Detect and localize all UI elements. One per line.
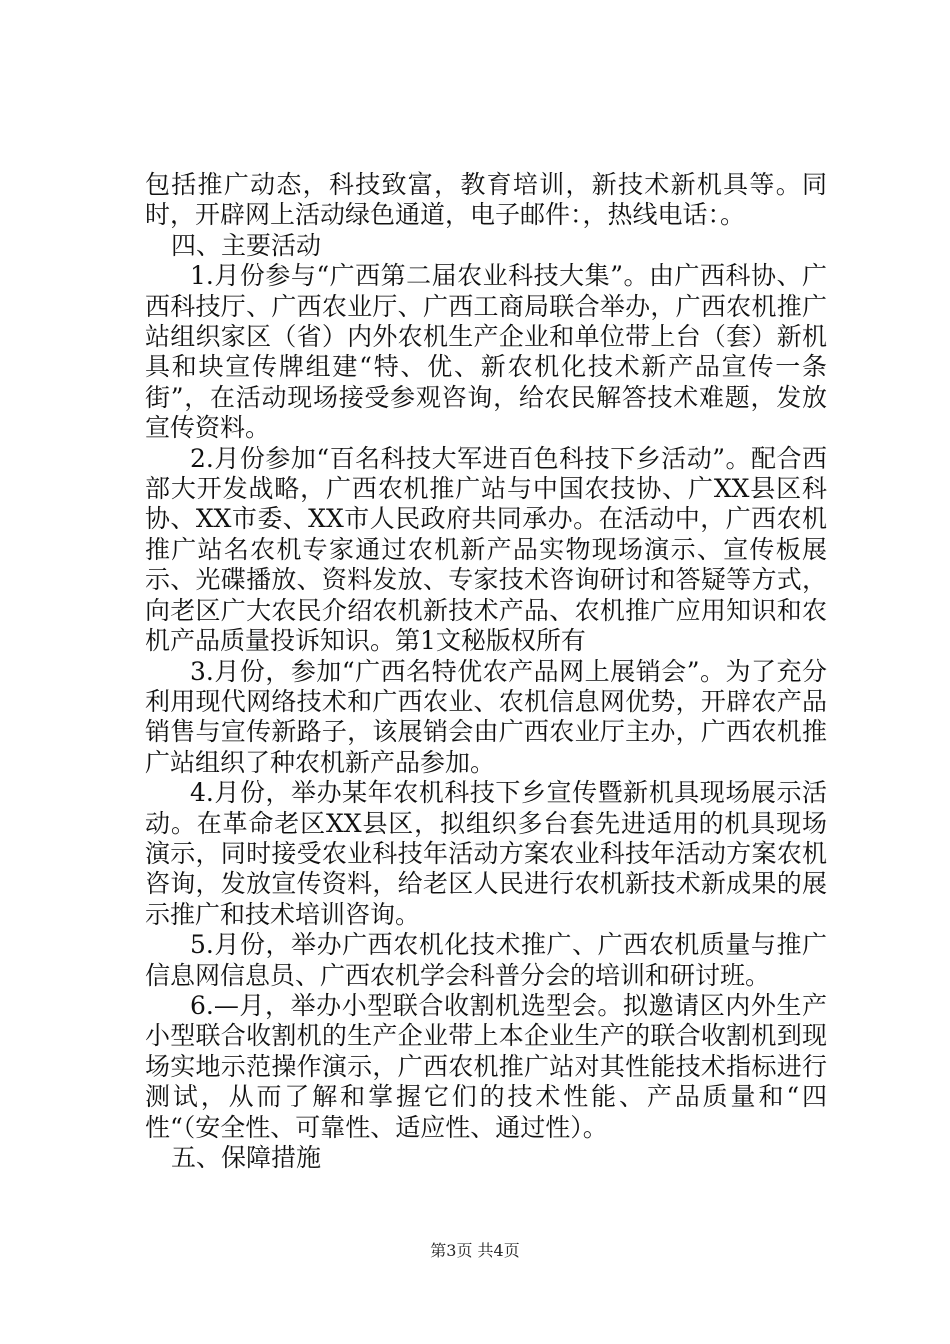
paragraph-intro-continuation: 包括推广动态，科技致富，教育培训，新技术新机具等。同时，开辟网上活动绿色通道，电子邮件：，热线电话：。 <box>145 170 827 230</box>
activity-item-3: 3.月份，参加“广西名特优农产品网上展销会”。为了充分利用现代网络技术和广西农业、农机信息网优势，开辟农产品销售与宣传新路子，该展销会由广西农业厅主办，广西农机推广站组织了种农机新产品参加。 <box>145 656 827 777</box>
page-number-footer: 第3页 共4页 <box>430 1241 520 1260</box>
section-heading-main-activities: 四、主要活动 <box>171 230 322 260</box>
activity-item-5: 5.月份，举办广西农机化技术推广、广西农机质量与推广信息网信息员、广西农机学会科普分会的培训和研讨班。 <box>145 930 827 990</box>
document-body <box>145 170 827 1173</box>
activity-item-2: 2.月份参加“百名科技大军进百色科技下乡活动”。配合西部大开发战略，广西农机推广站与中国农技协、广XX县区科协、XX市委、XX市人民政府共同承办。在活动中，广西农机推广站名农机专家通过农机新产品实物现场演示、宣传板展示、光碟播放、资料发放、专家技术咨询研讨和答疑等方式，向老区广大农民介绍农机新技术产品、农机推广应用知识和农机产品质量投诉知识。第1文秘版权所有 <box>145 443 827 656</box>
activity-item-1: 1.月份参与“广西第二届农业科技大集”。由广西科协、广西科技厅、广西农业厅、广西工商局联合举办，广西农机推广站组织家区（省）内外农机生产企业和单位带上台（套）新机具和块宣传牌组建“特、优、新农机化技术新产品宣传一条街”，在活动现场接受参观咨询，给农民解答技术难题，发放宣传资料。 <box>145 261 827 443</box>
section-heading-safeguards: 五、保障措施 <box>171 1143 322 1172</box>
activity-item-6: 6.—月，举办小型联合收割机选型会。拟邀请区内外生产小型联合收割机的生产企业带上本企业生产的联合收割机到现场实地示范操作演示，广西农机推广站对其性能技术指标进行测试，从而了解和掌握它们的技术性能、产品质量和“四性“（安全性、可靠性、适应性、通过性）。 <box>145 990 827 1142</box>
activity-item-4: 4.月份，举办某年农机科技下乡宣传暨新机具现场展示活动。在革命老区XX县区，拟组织多台套先进适用的机具现场演示，同时接受农业科技年活动方案农业科技年活动方案农机咨询，发放宣传资料，给老区人民进行农机新技术新成果的展示推广和技术培训咨询。 <box>145 778 827 929</box>
